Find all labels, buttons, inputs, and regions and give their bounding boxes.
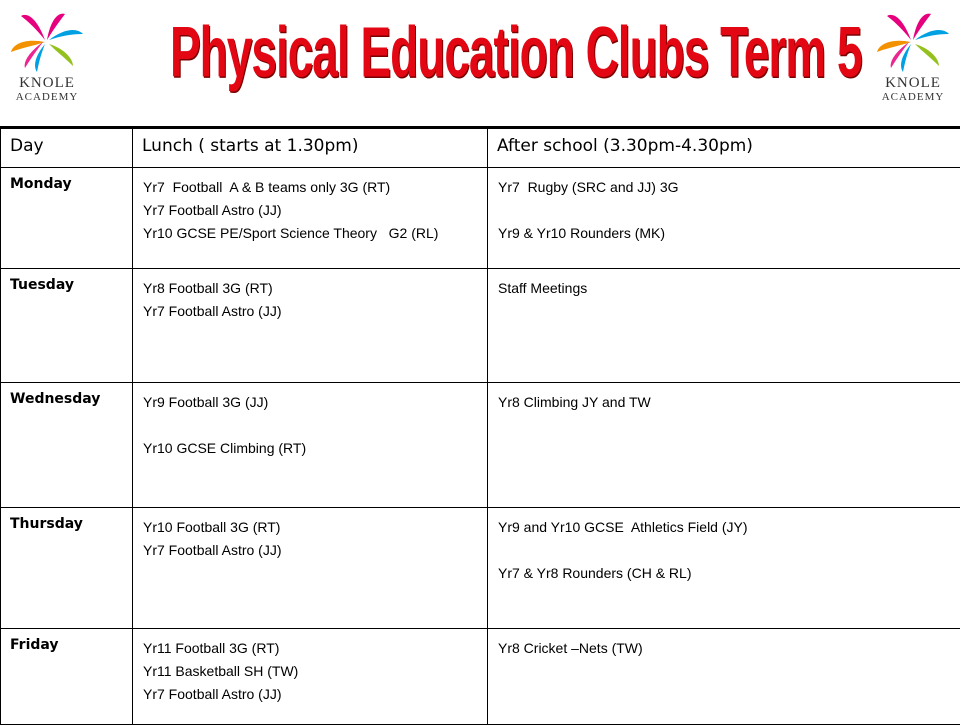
activity-line: Yr10 GCSE PE/Sport Science Theory G2 (RL) [143, 222, 477, 245]
after-activities [488, 508, 960, 585]
day-label: Wednesday [1, 383, 132, 407]
logo-sub: ACADEMY [868, 91, 958, 103]
activity-line: Yr9 & Yr10 Rounders (MK) [498, 222, 950, 245]
activity-line: Yr8 Cricket –Nets (TW) [498, 637, 950, 660]
knole-academy-logo-left [2, 8, 92, 103]
activity-line: Yr7 Football Astro (JJ) [143, 199, 477, 222]
day-label: Tuesday [1, 269, 132, 293]
table-row [1, 168, 960, 269]
activity-line: Yr7 Football A & B teams only 3G (RT) [143, 176, 477, 199]
activity-line: Yr9 and Yr10 GCSE Athletics Field (JY) [498, 516, 950, 539]
activity-line: Yr7 Football Astro (JJ) [143, 539, 477, 562]
lunch-cell [133, 269, 488, 383]
logo-sub: ACADEMY [2, 91, 92, 103]
activity-line: Yr7 Football Astro (JJ) [143, 683, 477, 706]
day-label: Thursday [1, 508, 132, 532]
activity-line [498, 539, 950, 562]
activity-line: Yr10 Football 3G (RT) [143, 516, 477, 539]
activity-line: Staff Meetings [498, 277, 950, 300]
lunch-cell [133, 383, 488, 508]
day-cell [1, 508, 133, 629]
after-activities [488, 383, 960, 414]
activity-line [143, 414, 477, 437]
table-header-row [1, 128, 960, 168]
activity-line: Yr9 Football 3G (JJ) [143, 391, 477, 414]
header-day-cell [1, 128, 133, 168]
header-day: Day [1, 129, 132, 156]
lunch-cell [133, 508, 488, 629]
header-after: After school (3.30pm-4.30pm) [488, 129, 960, 156]
table-row [1, 269, 960, 383]
knole-starburst-icon [873, 8, 953, 74]
lunch-cell [133, 168, 488, 269]
activity-line: Yr7 & Yr8 Rounders (CH & RL) [498, 562, 950, 585]
table-row [1, 508, 960, 629]
activity-line: Yr8 Climbing JY and TW [498, 391, 950, 414]
activity-line: Yr11 Football 3G (RT) [143, 637, 477, 660]
activity-line: Yr10 GCSE Climbing (RT) [143, 437, 477, 460]
lunch-activities [133, 383, 487, 460]
header-lunch-cell [133, 128, 488, 168]
clubs-table [0, 126, 960, 725]
day-label: Monday [1, 168, 132, 192]
lunch-cell [133, 629, 488, 725]
lunch-activities [133, 629, 487, 706]
after-activities [488, 168, 960, 245]
after-cell [488, 629, 960, 725]
after-activities [488, 269, 960, 300]
activity-line: Yr8 Football 3G (RT) [143, 277, 477, 300]
knole-academy-logo-right [868, 8, 958, 103]
after-activities [488, 629, 960, 660]
after-cell [488, 383, 960, 508]
logo-name: KNOLE [868, 76, 958, 91]
logo-name: KNOLE [2, 76, 92, 91]
table-row [1, 383, 960, 508]
page-title: Physical Education Clubs Term 5 [170, 10, 730, 94]
after-cell [488, 508, 960, 629]
day-cell [1, 168, 133, 269]
day-cell [1, 629, 133, 725]
day-cell [1, 383, 133, 508]
day-cell [1, 269, 133, 383]
lunch-activities [133, 269, 487, 323]
activity-line: Yr7 Football Astro (JJ) [143, 300, 477, 323]
knole-starburst-icon [7, 8, 87, 74]
lunch-activities [133, 508, 487, 562]
header-after-cell [488, 128, 960, 168]
activity-line: Yr11 Basketball SH (TW) [143, 660, 477, 683]
activity-line: Yr7 Rugby (SRC and JJ) 3G [498, 176, 950, 199]
after-cell [488, 269, 960, 383]
after-cell [488, 168, 960, 269]
lunch-activities [133, 168, 487, 245]
day-label: Friday [1, 629, 132, 653]
activity-line [498, 199, 950, 222]
table-row [1, 629, 960, 725]
header-lunch: Lunch ( starts at 1.30pm) [133, 129, 487, 156]
